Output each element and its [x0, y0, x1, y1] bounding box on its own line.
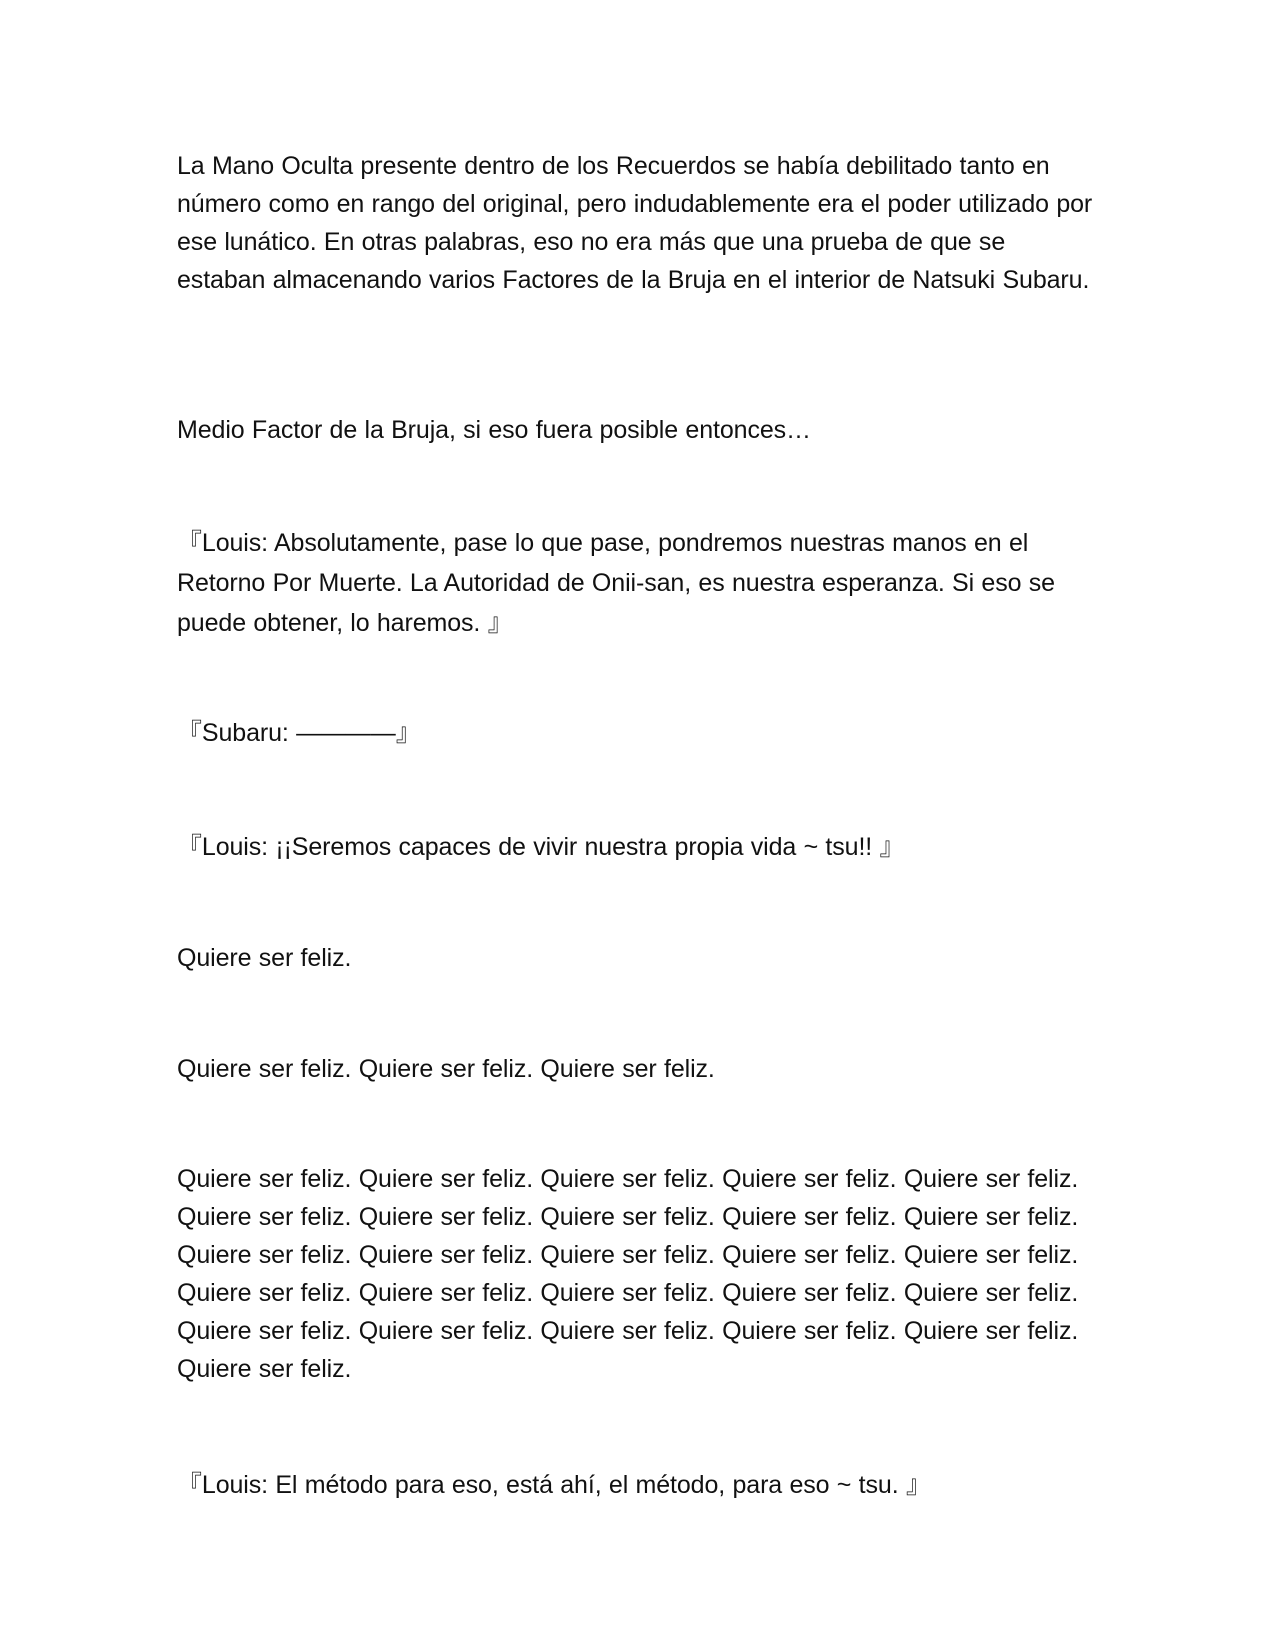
dialogue-line: 『Louis: El método para eso, está ahí, el método, para eso ~ tsu. 』 — [177, 1471, 931, 1499]
narration-paragraph: Quiere ser feliz. Quiere ser feliz. Quiere ser feliz. Quiere ser feliz. Quiere ser feliz. Quiere ser feliz. Quiere ser feliz. Quiere ser feliz. Quiere ser feliz. Quiere ser feliz. Quiere ser feliz. Quiere ser feliz. Quiere ser feliz. Quiere ser feliz. Quiere ser feliz. Quiere ser feliz. Quiere ser feliz. Quiere ser feliz. Quiere ser feliz. Quiere ser feliz. Quiere ser feliz. Quiere ser feliz. Quiere ser feliz. Quiere ser feliz. Quiere ser feliz. Quiere ser feliz. — [177, 1165, 1079, 1383]
narration-paragraph: Quiere ser feliz. Quiere ser feliz. Quiere ser feliz. — [177, 1055, 715, 1083]
dialogue-line: 『Louis: ¡¡Seremos capaces de vivir nuestra propia vida ~ tsu!! 』 — [177, 833, 905, 861]
narration-paragraph: Medio Factor de la Bruja, si eso fuera posible entonces… — [177, 416, 811, 444]
dialogue-line: 『Louis: Absolutamente, pase lo que pase, pondremos nuestras manos en el Retorno Por Muerte. La Autoridad de Onii-san, es nuestra esperanza. Si eso se puede obtener, lo haremos. 』 — [177, 529, 1055, 637]
dialogue-line: 『Subaru: ————』 — [177, 719, 421, 747]
narration-paragraph: Quiere ser feliz. — [177, 944, 352, 972]
narration-paragraph: La Mano Oculta presente dentro de los Recuerdos se había debilitado tanto en número como en rango del original, pero indudablemente era el poder utilizado por ese lunático. En otras palabras, eso no era más que una prueba de que se estaban almacenando varios Factores de la Bruja en el interior de Natsuki Subaru. — [177, 152, 1093, 294]
